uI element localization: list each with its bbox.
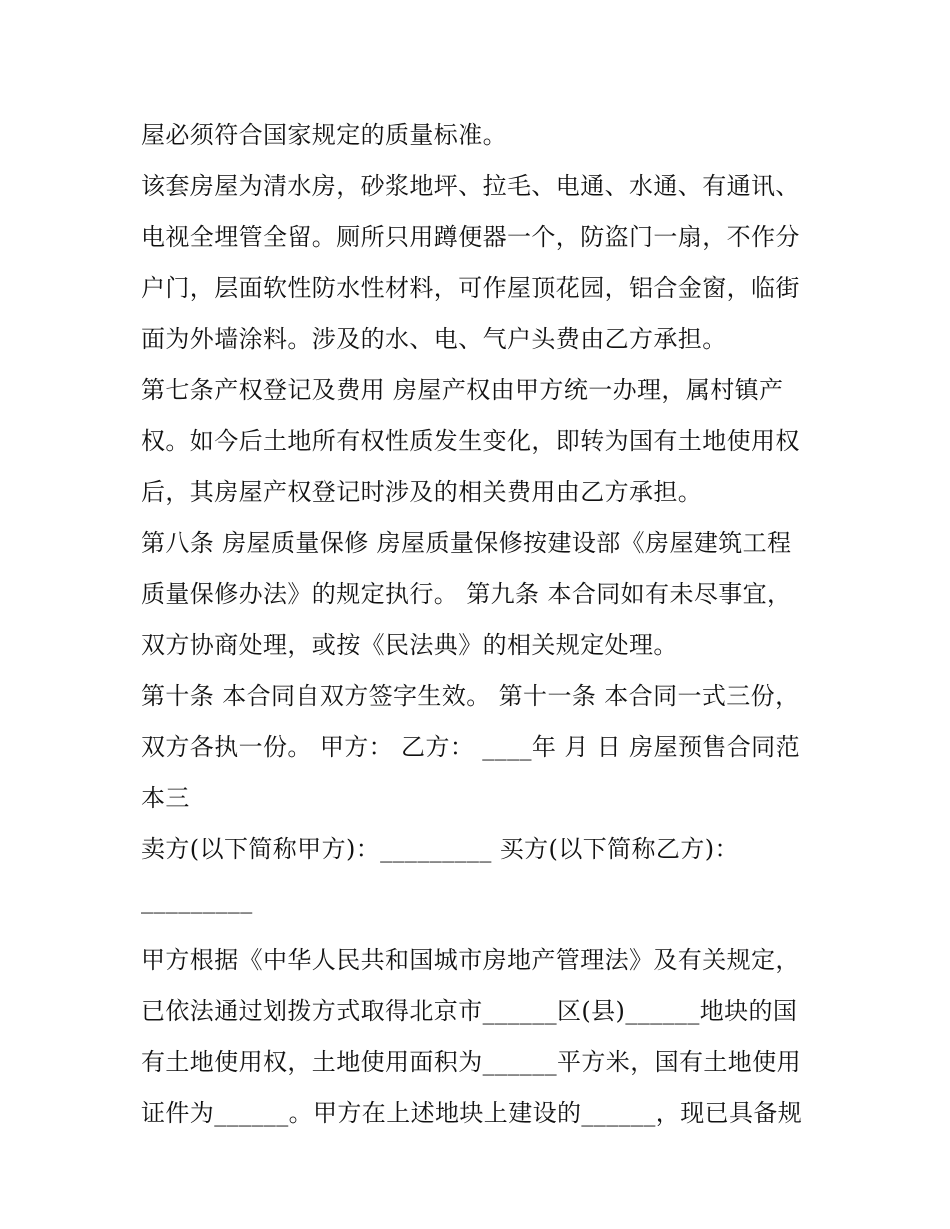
- text-line: 户门，层面软性防水性材料，可作屋顶花园，铝合金窗，临街: [141, 274, 800, 302]
- text-line: 电视全埋管全留。厕所只用蹲便器一个，防盗门一扇，不作分: [141, 223, 800, 251]
- text-line: 第十条 本合同自双方签字生效。 第十一条 本合同一式三份，: [141, 682, 800, 710]
- text-line: 双方协商处理，或按《民法典》的相关规定处理。: [141, 631, 678, 659]
- text-line: 第七条产权登记及费用 房屋产权由甲方统一办理，属村镇产: [141, 376, 784, 404]
- text-line: 本三: [141, 784, 190, 812]
- text-line: 证件为______。甲方在上述地块上建设的______，现已具备规: [141, 1099, 803, 1127]
- text-line: 质量保修办法》的规定执行。 第九条 本合同如有未尽事宜，: [141, 580, 792, 608]
- text-line: 已依法通过划拨方式取得北京市______区(县)______地块的国: [141, 997, 798, 1025]
- text-line: 双方各执一份。 甲方： 乙方： ____年 月 日 房屋预售合同范: [141, 733, 800, 761]
- text-line: 面为外墙涂料。涉及的水、电、气户头费由乙方承担。: [141, 325, 727, 353]
- text-line: 甲方根据《中华人民共和国城市房地产管理法》及有关规定，: [141, 946, 800, 974]
- text-line: 有土地使用权，土地使用面积为______平方米，国有土地使用: [141, 1048, 801, 1076]
- text-line: 第八条 房屋质量保修 房屋质量保修按建设部《房屋建筑工程: [141, 529, 792, 557]
- document-body: [141, 110, 821, 1139]
- text-line: 权。如今后土地所有权性质发生变化，即转为国有土地使用权: [141, 427, 800, 455]
- text-line: 后，其房屋产权登记时涉及的相关费用由乙方承担。: [141, 478, 703, 506]
- text-line: 该套房屋为清水房，砂浆地坪、拉毛、电通、水通、有通讯、: [141, 172, 800, 200]
- text-line: _________: [141, 886, 253, 914]
- text-line: 屋必须符合国家规定的质量标准。: [141, 121, 507, 149]
- text-line: 卖方(以下简称甲方)：_________ 买方(以下简称乙方)：: [141, 835, 739, 863]
